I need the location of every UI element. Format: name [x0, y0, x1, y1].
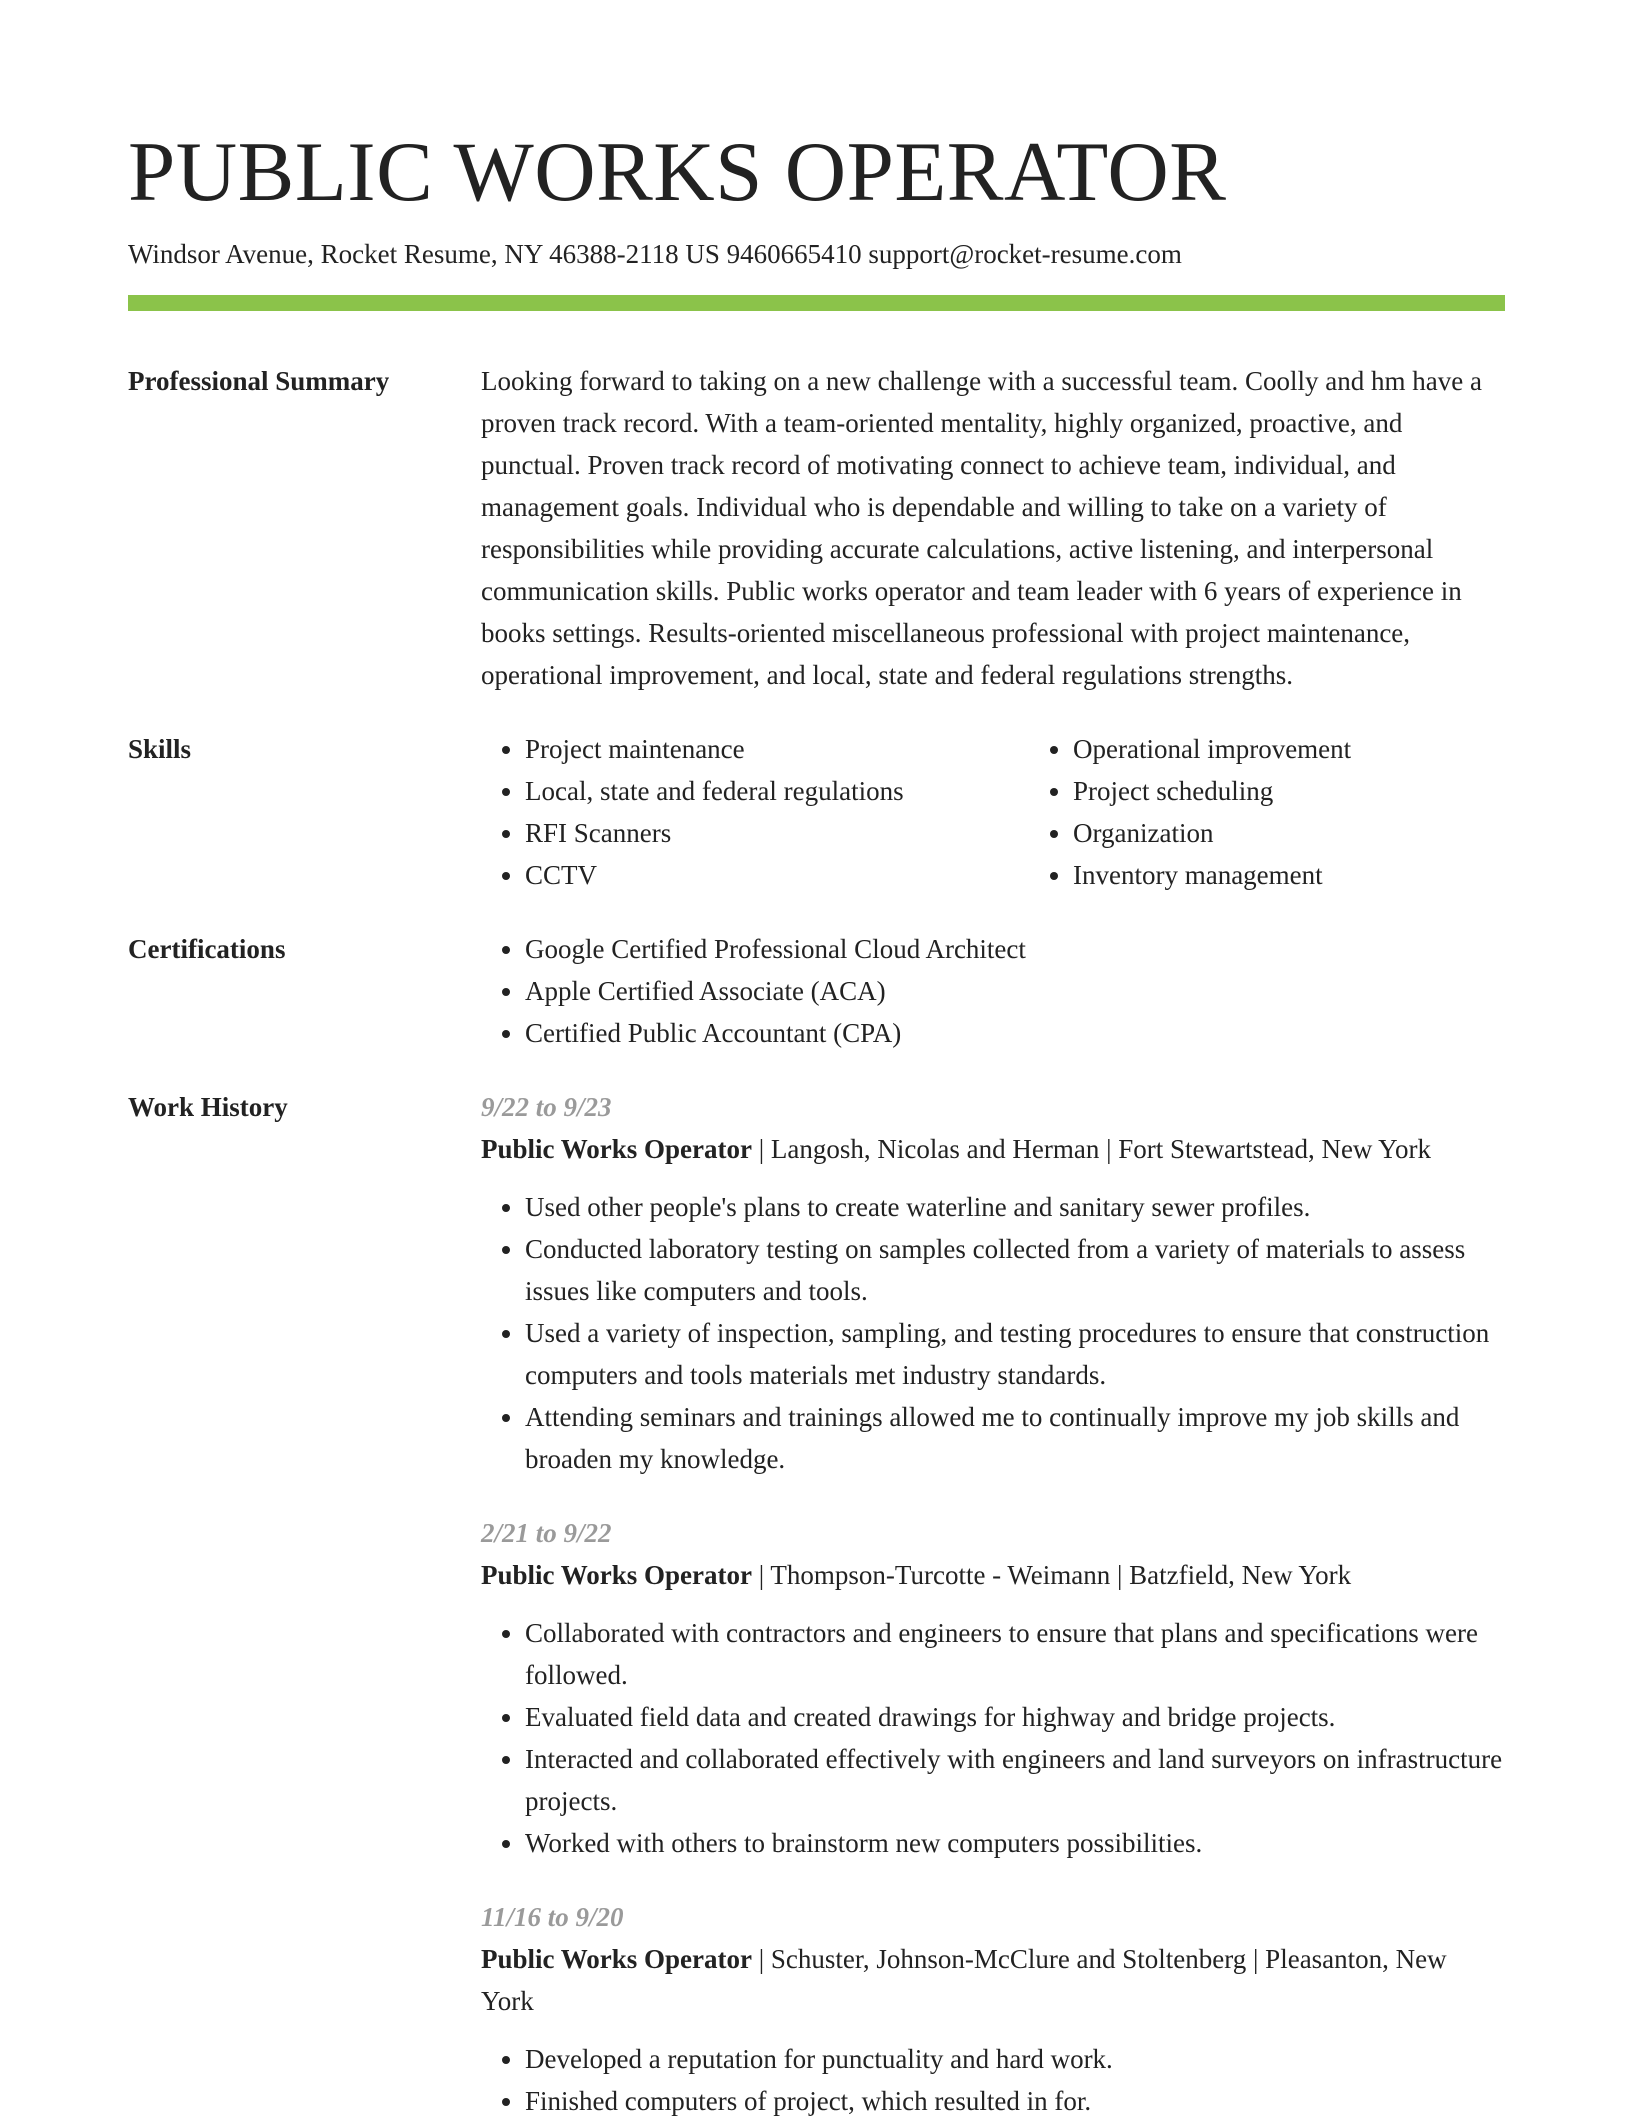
skill-item: • CCTV: [525, 854, 1029, 896]
summary-body: [481, 360, 1505, 696]
skill-item: • Project scheduling: [1073, 770, 1577, 812]
skill-item: • Operational improvement: [1073, 728, 1577, 770]
job-details: | Schuster, Johnson-McClure and Stoltenberg | Pleasanton, New York: [481, 1944, 1447, 2016]
job-details: | Thompson-Turcotte - Weimann | Batzfield, New York: [752, 1560, 1352, 1590]
job-bullet: • Worked with others to brainstorm new computers possibilities.: [525, 1822, 1505, 1864]
skill-item: • Local, state and federal regulations: [525, 770, 1029, 812]
job-header: [481, 1938, 1505, 2022]
job-bullet: • Collaborated with contractors and engineers to ensure that plans and specifications were followed.: [525, 1612, 1505, 1696]
work-history-section: [128, 1086, 1505, 2122]
job-dates: 9/22 to 9/23: [481, 1092, 612, 1122]
job-bullets: [481, 1186, 1505, 1480]
job-bullets: [481, 1612, 1505, 1864]
job-dates: 11/16 to 9/20: [481, 1902, 624, 1932]
skill-item: • RFI Scanners: [525, 812, 1029, 854]
job-title: Public Works Operator: [481, 1944, 753, 1974]
work-history-body: [481, 1086, 1505, 2122]
certifications-heading: Certifications: [128, 934, 286, 964]
job-bullet: • Developed a reputation for punctuality and hard work.: [525, 2038, 1505, 2080]
work-history-heading: Work History: [128, 1092, 288, 1122]
certification-item: • Google Certified Professional Cloud Architect: [525, 928, 1505, 970]
job-bullet: • Used other people's plans to create waterline and sanitary sewer profiles.: [525, 1186, 1505, 1228]
job-title: Public Works Operator: [481, 1134, 753, 1164]
job-title: Public Works Operator: [481, 1560, 753, 1590]
contact-line: [128, 236, 1505, 272]
job-header: [481, 1554, 1505, 1596]
skills-heading: Skills: [128, 734, 192, 764]
skills-section: [128, 728, 1505, 896]
skills-list-right: [1029, 728, 1577, 896]
certification-item: • Apple Certified Associate (ACA): [525, 970, 1505, 1012]
summary-text: Looking forward to taking on a new challenge with a successful team. Coolly and hm have a proven track record. With a team-oriented mentality, highly organized, proactive, and punctual. Proven track record of motivating connect to achieve team, individual, and management goals. Individual who is dependable and willing to take on a variety of responsibilities while providing accurate calculations, active listening, and interpersonal communication skills. Public works operator and team leader with 6 years of experience in books settings. Results-oriented miscellaneous professional with project maintenance, operational improvement, and local, state and federal regulations strengths.: [481, 366, 1482, 690]
skill-item: • Organization: [1073, 812, 1577, 854]
job-header: [481, 1128, 1505, 1170]
skill-item: • Project maintenance: [525, 728, 1029, 770]
page-title: PUBLIC WORKS OPERATOR: [128, 125, 1227, 219]
job-bullet: • Interacted and collaborated effectively with engineers and land surveyors on infrastructure projects.: [525, 1738, 1505, 1822]
job-entry: [481, 1896, 1505, 2122]
job-details: | Langosh, Nicolas and Herman | Fort Stewartstead, New York: [752, 1134, 1431, 1164]
contact-address: Windsor Avenue, Rocket Resume, NY 46388-2118 US: [128, 239, 720, 269]
summary-heading: Professional Summary: [128, 366, 390, 396]
certifications-section: [128, 928, 1505, 1054]
job-bullet: • Evaluated field data and created drawings for highway and bridge projects.: [525, 1696, 1505, 1738]
job-bullet: • Finished computers of project, which resulted in for.: [525, 2080, 1505, 2122]
job-entry: [481, 1086, 1505, 1480]
job-bullets: [481, 2038, 1505, 2122]
job-bullet: • Used a variety of inspection, sampling, and testing procedures to ensure that construction computers and tools materials met industry standards.: [525, 1312, 1505, 1396]
certification-item: • Certified Public Accountant (CPA): [525, 1012, 1505, 1054]
certifications-body: [481, 928, 1505, 1054]
header-divider: [128, 295, 1505, 311]
contact-email[interactable]: support@rocket-resume.com: [868, 239, 1182, 269]
contact-phone: 9460665410: [726, 239, 862, 269]
job-entry: [481, 1512, 1505, 1864]
resume-page: [128, 122, 1505, 2122]
certifications-list: [481, 928, 1505, 1054]
summary-section: [128, 360, 1505, 696]
job-dates: 2/21 to 9/22: [481, 1518, 612, 1548]
job-bullet: • Conducted laboratory testing on samples collected from a variety of materials to assess issues like computers and tools.: [525, 1228, 1505, 1312]
skills-body: [481, 728, 1577, 896]
skills-list-left: [481, 728, 1029, 896]
job-bullet: • Attending seminars and trainings allowed me to continually improve my job skills and broaden my knowledge.: [525, 1396, 1505, 1480]
skill-item: • Inventory management: [1073, 854, 1577, 896]
